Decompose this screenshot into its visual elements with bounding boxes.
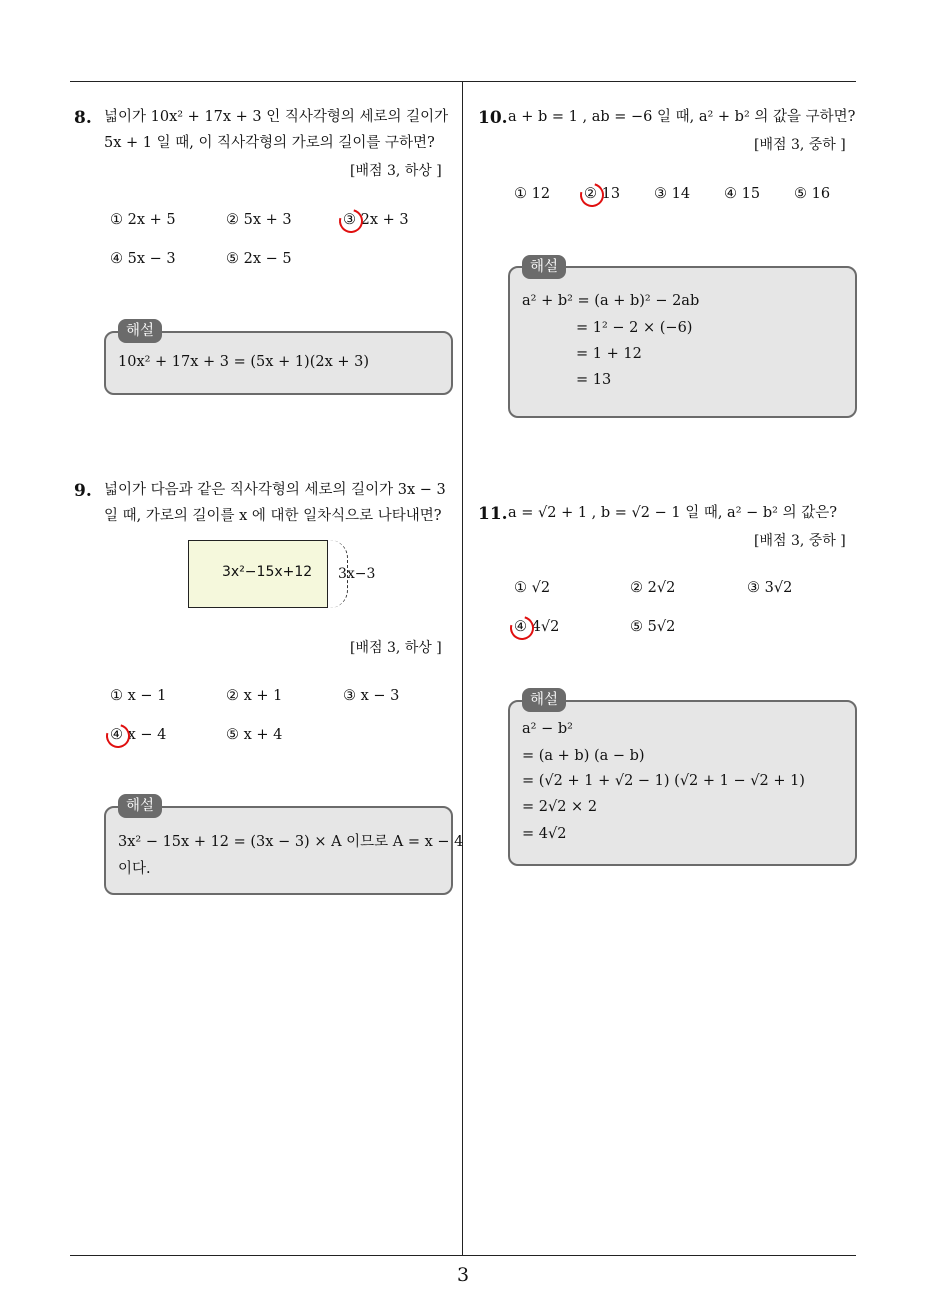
q11-solution-line1: a² − b² <box>522 721 573 737</box>
q9-solution-tag: 해설 <box>118 794 162 818</box>
q11-line1: a = √2 + 1 , b = √2 − 1 일 때, a² − b² 의 값은? <box>508 505 837 521</box>
q11-solution-tag: 해설 <box>522 688 566 712</box>
q10-choice-2[interactable]: ② 13 <box>584 186 621 202</box>
page-number: 3 <box>456 1264 470 1286</box>
figure-side-label: 3x−3 <box>338 566 376 582</box>
q11-solution-line4: = 2√2 × 2 <box>522 799 598 815</box>
q8-number: 8. <box>74 108 92 128</box>
answer-mark-icon <box>335 205 368 238</box>
q11-choice-5[interactable]: ⑤ 5√2 <box>630 619 676 635</box>
q8-choice-5[interactable]: ⑤ 2x − 5 <box>226 251 292 267</box>
q10-solution-line4: = 13 <box>576 372 612 388</box>
q10-difficulty: [배점 3, 중하 ] <box>754 137 846 153</box>
top-rule <box>70 81 856 82</box>
q11-solution-line5: = 4√2 <box>522 826 567 842</box>
q10-solution-line2: = 1² − 2 × (−6) <box>576 320 693 336</box>
q8-line2: 5x + 1 일 때, 이 직사각형의 가로의 길이를 구하면? <box>104 135 435 151</box>
q10-choice-5[interactable]: ⑤ 16 <box>794 186 831 202</box>
q9-solution-line2: 이다. <box>118 861 151 877</box>
q9-line2: 일 때, 가로의 길이를 x 에 대한 일차식으로 나타내면? <box>104 508 442 524</box>
answer-mark-icon <box>102 720 135 753</box>
q8-line1: 넓이가 10x² + 17x + 3 인 직사각형의 세로의 길이가 <box>104 109 449 125</box>
q8-choice-3[interactable]: ③ 2x + 3 <box>343 212 409 228</box>
q10-solution-line3: = 1 + 12 <box>576 346 642 362</box>
q11-choice-2[interactable]: ② 2√2 <box>630 580 676 596</box>
q10-solution-line1: a² + b² = (a + b)² − 2ab <box>522 293 700 309</box>
q9-choice-3[interactable]: ③ x − 3 <box>343 688 400 704</box>
q10-solution-box <box>508 266 857 418</box>
q9-solution-line1: 3x² − 15x + 12 = (3x − 3) × A 이므로 A = x − 4 <box>118 834 464 850</box>
answer-mark-icon <box>576 179 609 212</box>
q9-choice-1[interactable]: ① x − 1 <box>110 688 167 704</box>
q9-difficulty: [배점 3, 하상 ] <box>350 640 442 656</box>
q8-solution-tag: 해설 <box>118 319 162 343</box>
q10-choice-3[interactable]: ③ 14 <box>654 186 691 202</box>
q11-choice-1[interactable]: ① √2 <box>514 580 551 596</box>
q9-choice-2[interactable]: ② x + 1 <box>226 688 283 704</box>
q8-choice-1[interactable]: ① 2x + 5 <box>110 212 176 228</box>
bottom-rule <box>70 1255 856 1256</box>
q11-solution-line2: = (a + b) (a − b) <box>522 748 645 764</box>
q11-number: 11. <box>478 504 508 524</box>
q10-line1: a + b = 1 , ab = −6 일 때, a² + b² 의 값을 구하면? <box>508 109 856 125</box>
column-divider <box>462 81 463 1255</box>
figure-area-label: 3x²−15x+12 <box>222 564 313 580</box>
q8-choice-4[interactable]: ④ 5x − 3 <box>110 251 176 267</box>
q10-number: 10. <box>478 108 508 128</box>
q11-difficulty: [배점 3, 중하 ] <box>754 533 846 549</box>
q9-choice-4[interactable]: ④ x − 4 <box>110 727 167 743</box>
q11-choice-3[interactable]: ③ 3√2 <box>747 580 793 596</box>
q11-solution-line3: = (√2 + 1 + √2 − 1) (√2 + 1 − √2 + 1) <box>522 773 805 789</box>
q10-solution-tag: 해설 <box>522 255 566 279</box>
q9-number: 9. <box>74 481 92 501</box>
q11-choice-4[interactable]: ④ 4√2 <box>514 619 560 635</box>
answer-mark-icon <box>506 612 539 645</box>
q9-line1: 넓이가 다음과 같은 직사각형의 세로의 길이가 3x − 3 <box>104 482 446 498</box>
q8-difficulty: [배점 3, 하상 ] <box>350 163 442 179</box>
q10-choice-4[interactable]: ④ 15 <box>724 186 761 202</box>
q8-solution-line: 10x² + 17x + 3 = (5x + 1)(2x + 3) <box>118 354 370 370</box>
q10-choice-1[interactable]: ① 12 <box>514 186 551 202</box>
q8-choice-2[interactable]: ② 5x + 3 <box>226 212 292 228</box>
q9-choice-5[interactable]: ⑤ x + 4 <box>226 727 283 743</box>
